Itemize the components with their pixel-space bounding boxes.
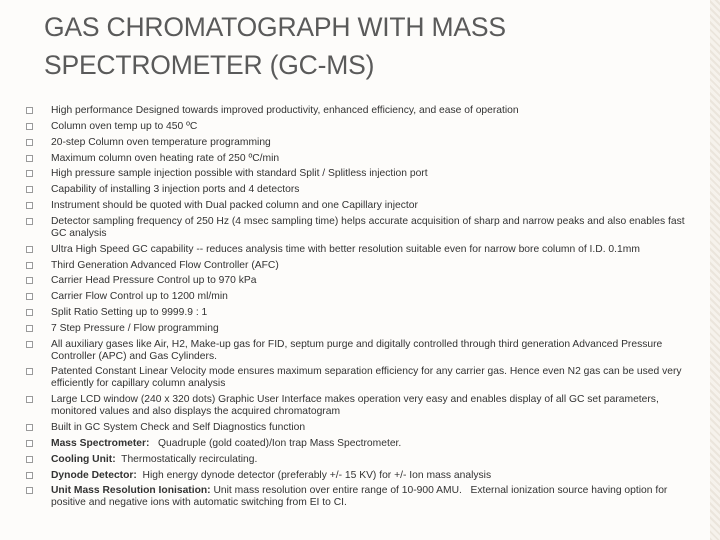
bullet-item xyxy=(24,244,700,256)
slide-title: GAS CHROMATOGRAPH WITH MASS SPECTROMETER (GC-MS) xyxy=(44,12,506,80)
bullet-item xyxy=(24,394,700,418)
bullet-item xyxy=(24,291,700,303)
bullet-item xyxy=(24,485,700,509)
bullet-item xyxy=(24,137,700,149)
square-bullet-icon xyxy=(26,368,33,375)
square-bullet-icon xyxy=(26,123,33,130)
bullet-label: Dynode Detector: xyxy=(51,469,137,481)
bullet-text: Carrier Flow Control up to 1200 ml/min xyxy=(51,291,228,303)
bullet-label: Mass Spectrometer: xyxy=(51,437,150,449)
square-bullet-icon xyxy=(26,456,33,463)
bullet-text: Built in GC System Check and Self Diagnostics function xyxy=(51,421,306,433)
bullet-text: High pressure sample injection possible with standard Split / Splitless injection port xyxy=(51,168,428,180)
square-bullet-icon xyxy=(26,262,33,269)
square-bullet-icon xyxy=(26,440,33,447)
square-bullet-icon xyxy=(26,107,33,114)
bullet-item xyxy=(24,105,700,117)
bullet-list xyxy=(24,105,700,513)
square-bullet-icon xyxy=(26,293,33,300)
square-bullet-icon xyxy=(26,396,33,403)
bullet-item xyxy=(24,275,700,287)
bullet-text: High energy dynode detector (preferably +/- 15 KV) for +/- Ion mass analysis xyxy=(136,469,492,481)
square-bullet-icon xyxy=(26,155,33,162)
square-bullet-icon xyxy=(26,309,33,316)
bullet-text: Column oven temp up to 450 ºC xyxy=(51,120,198,132)
bullet-text: Carrier Head Pressure Control up to 970 kPa xyxy=(51,275,257,287)
bullet-item xyxy=(24,438,700,450)
square-bullet-icon xyxy=(26,186,33,193)
bullet-text: Split Ratio Setting up to 9999.9 : 1 xyxy=(51,307,208,319)
bullet-item xyxy=(24,260,700,272)
bullet-text: Unit mass resolution over entire range of 10-900 AMU. External ionization source having option for positive and negative ions with automatic switching from EI to CI. xyxy=(51,485,671,509)
bullet-text: Thermostatically recirculating. xyxy=(115,453,258,465)
bullet-label: Unit Mass Resolution Ionisation: xyxy=(51,485,211,497)
decorative-side-stripe xyxy=(710,0,720,540)
square-bullet-icon xyxy=(26,202,33,209)
square-bullet-icon xyxy=(26,246,33,253)
bullet-item xyxy=(24,184,700,196)
square-bullet-icon xyxy=(26,218,33,225)
bullet-text: Third Generation Advanced Flow Controller (AFC) xyxy=(51,259,279,271)
bullet-text: Ultra High Speed GC capability -- reduces analysis time with better resolution suitable even for narrow bore column of I.D. 0.1mm xyxy=(51,243,640,255)
bullet-item xyxy=(24,153,700,165)
bullet-text: 7 Step Pressure / Flow programming xyxy=(51,322,219,334)
bullet-item xyxy=(24,470,700,482)
bullet-text: Maximum column oven heating rate of 250 ºC/min xyxy=(51,152,280,164)
bullet-item xyxy=(24,366,700,390)
square-bullet-icon xyxy=(26,472,33,479)
bullet-item xyxy=(24,200,700,212)
square-bullet-icon xyxy=(26,341,33,348)
bullet-text: Capability of installing 3 injection ports and 4 detectors xyxy=(51,184,300,196)
square-bullet-icon xyxy=(26,277,33,284)
square-bullet-icon xyxy=(26,139,33,146)
bullet-item xyxy=(24,323,700,335)
bullet-text: Quadruple (gold coated)/Ion trap Mass Spectrometer. xyxy=(149,437,402,449)
bullet-text: Patented Constant Linear Velocity mode ensures maximum separation efficiency for any carrier gas. Hence even N2 gas can be used very efficiently for capillary column analysis xyxy=(51,366,685,390)
bullet-item xyxy=(24,422,700,434)
bullet-text: High performance Designed towards improved productivity, enhanced efficiency, and ease of operation xyxy=(51,105,519,116)
bullet-text: All auxiliary gases like Air, H2, Make-up gas for FID, septum purge and digitally controlled through third generation Advanced Pressure Controller (APC) and Gas Cylinders. xyxy=(51,338,666,362)
square-bullet-icon xyxy=(26,424,33,431)
bullet-text: Detector sampling frequency of 250 Hz (4 msec sampling time) helps accurate acquisition of sharp and narrow peaks and also enables fast GC analysis xyxy=(51,215,688,239)
bullet-item xyxy=(24,168,700,180)
square-bullet-icon xyxy=(26,170,33,177)
square-bullet-icon xyxy=(26,487,33,494)
bullet-item xyxy=(24,216,700,240)
bullet-label: Cooling Unit: xyxy=(51,453,116,465)
bullet-item xyxy=(24,121,700,133)
bullet-text: 20-step Column oven temperature programming xyxy=(51,136,271,148)
bullet-text: Large LCD window (240 x 320 dots) Graphic User Interface makes operation very easy and enables display of all GC set parameters, monitored values and also displays the acquired chromatogram xyxy=(51,394,662,418)
square-bullet-icon xyxy=(26,325,33,332)
bullet-item xyxy=(24,339,700,363)
bullet-item xyxy=(24,454,700,466)
bullet-text: Instrument should be quoted with Dual packed column and one Capillary injector xyxy=(51,200,418,212)
bullet-item xyxy=(24,307,700,319)
